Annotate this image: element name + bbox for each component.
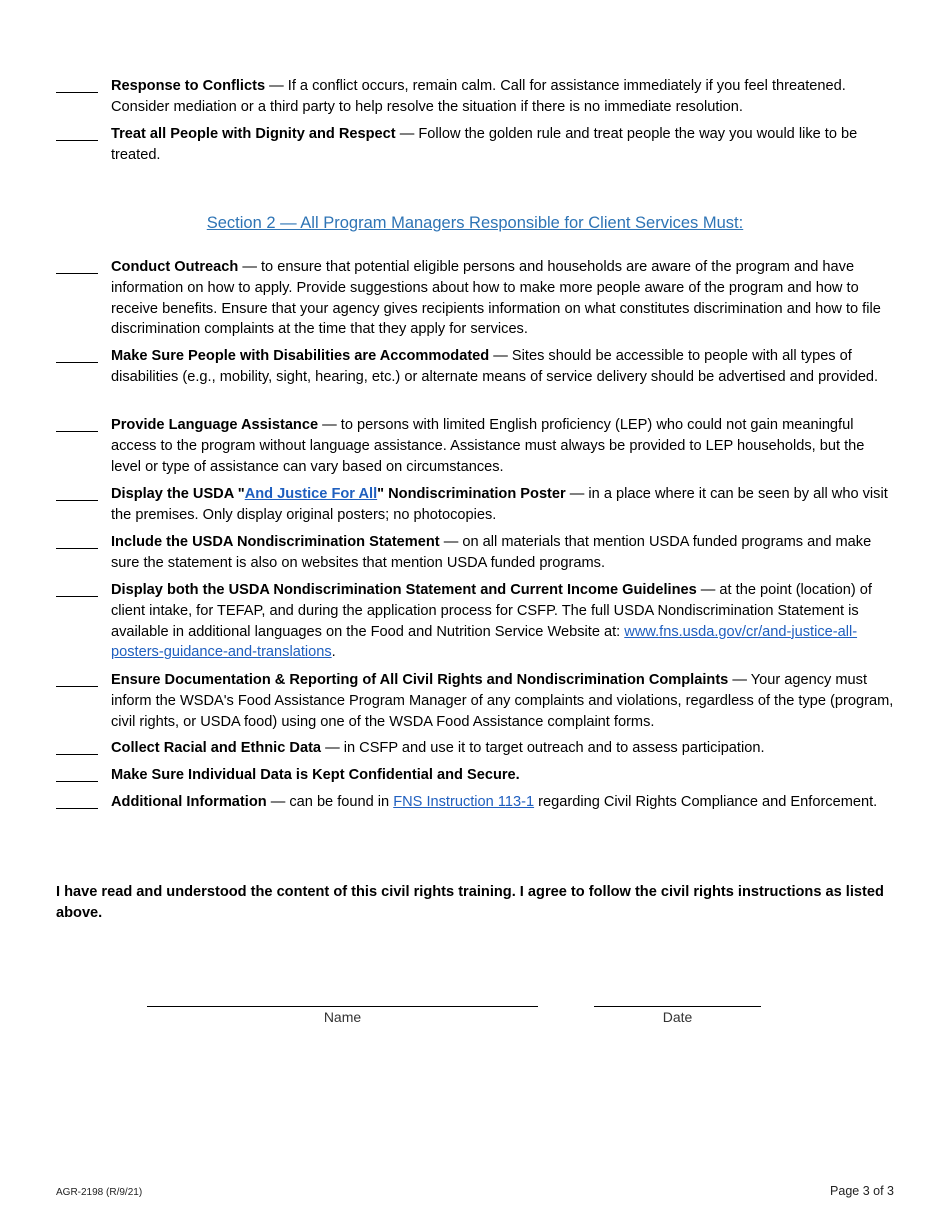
- fns-instruction-link[interactable]: FNS Instruction 113-1: [393, 794, 535, 810]
- item-body: Sites should be accessible to people with all types of disabilities (e.g., mobility, sight, hearing, etc.) or alternate means of service delivery should be advertised and provided.: [111, 348, 879, 385]
- item-title: Response to Conflicts: [111, 78, 266, 94]
- item-display-poster: Display the USDA "And Justice For All" Nondiscrimination Poster — in a place where it can be seen by all who visit the premises. Only display original posters; no photocopies.: [111, 486, 888, 523]
- item-disabilities-accommodated: Make Sure People with Disabilities are Accommodated — Sites should be accessible to people with all types of disabilities (e.g., mobility, sight, hearing, etc.) or alternate means of service delivery should be advertised and provided.: [111, 348, 879, 385]
- page-number: Page 3 of 3: [830, 1184, 894, 1198]
- date-signature-line[interactable]: [594, 1006, 761, 1007]
- name-label: Name: [323, 1009, 362, 1025]
- item-body: to ensure that potential eligible persons and households are aware of the program and have information on how to apply. Provide suggestions about how to make more people aware of the program and how to receive benefits. Ensure that your agency gives recipients information on what constitutes discrimination and how to file discrimination complaints at the time that they apply for services.: [111, 259, 881, 338]
- item-response-to-conflicts: Response to Conflicts — If a conflict occurs, remain calm. Call for assistance immediately if you feel threatened. Consider mediation or a third party to help resolve the situation if there is no immediate resolution.: [111, 78, 846, 115]
- item-title: Ensure Documentation & Reporting of All Civil Rights and Nondiscrimination Complaints: [111, 672, 729, 688]
- item-body: at the point (location) of client intake, for TEFAP, and during the application process for CSFP. The full USDA Nondiscrimination Statement is available in additional languages on the Food and Nutrition Service Website at:: [111, 582, 872, 640]
- and-justice-for-all-link[interactable]: And Justice For All: [244, 486, 378, 502]
- item-racial-ethnic-data: Collect Racial and Ethnic Data — in CSFP and use it to target outreach and to assess participation.: [111, 740, 765, 756]
- name-signature-line[interactable]: [147, 1006, 538, 1007]
- item-title: Conduct Outreach: [111, 259, 239, 275]
- item-body: to persons with limited English proficiency (LEP) who could not gain meaningful access to the program without language assistance. Assistance must always be provided to LEP households, but the level or type of assistance can vary based on circumstances.: [111, 417, 865, 475]
- item-body: can be found in: [289, 794, 394, 810]
- item-body: in CSFP and use it to target outreach and to assess participation.: [343, 740, 765, 756]
- item-body: on all materials that mention USDA funded programs and make sure the statement is also on websites that mention USDA funded programs.: [111, 534, 872, 571]
- item-title: Include the USDA Nondiscrimination Statement: [111, 534, 440, 550]
- item-title: Provide Language Assistance: [111, 417, 319, 433]
- item-title: Make Sure Individual Data is Kept Confidential and Secure.: [111, 767, 520, 783]
- item-language-assistance: Provide Language Assistance — to persons with limited English proficiency (LEP) who could not gain meaningful access to the program without language assistance. Assistance must always be provided to LEP households, but the level or type of assistance can vary based on circumstances.: [111, 417, 865, 475]
- item-title: Make Sure People with Disabilities are Accommodated: [111, 348, 490, 364]
- item-title: Additional Information: [111, 794, 267, 810]
- item-body: in a place where it can be seen by all who visit the premises. Only display original posters; no photocopies.: [111, 486, 888, 523]
- item-additional-information: Additional Information — can be found in FNS Instruction 113-1 regarding Civil Rights Compliance and Enforcement.: [111, 794, 878, 810]
- item-data-confidential: [56, 765, 896, 786]
- item-conduct-outreach: Conduct Outreach — to ensure that potential eligible persons and households are aware of the program and have information on how to apply. Provide suggestions about how to make more people aware of the program and how to receive benefits. Ensure that your agency gives recipients information on what constitutes discrimination and how to file discrimination complaints at the time that they apply for services.: [111, 259, 881, 338]
- section-2-heading: Section 2 — All Program Managers Responsible for Client Services Must:: [206, 214, 744, 232]
- item-documentation-reporting: Ensure Documentation & Reporting of All Civil Rights and Nondiscrimination Complaints — Your agency must inform the WSDA's Food Assistance Program Manager of any complaints and violations, regardless of the type (program, civil rights, or USDA food) using one of the WSDA Food Assistance complaint forms.: [111, 672, 894, 730]
- item-title: Collect Racial and Ethnic Data: [111, 740, 322, 756]
- item-title: Display the USDA "And Justice For All" Nondiscrimination Poster: [111, 486, 566, 502]
- item-dignity-respect: Treat all People with Dignity and Respect — Follow the golden rule and treat people the way you would like to be treated.: [111, 126, 858, 163]
- item-title: Display both the USDA Nondiscrimination Statement and Current Income Guidelines: [111, 582, 697, 598]
- item-body: Your agency must inform the WSDA's Food Assistance Program Manager of any complaints and violations, regardless of the type (program, civil rights, or USDA food) using one of the WSDA Food Assistance complaint forms.: [111, 672, 894, 730]
- item-title: Treat all People with Dignity and Respect: [111, 126, 396, 142]
- item-nondiscrimination-statement: Include the USDA Nondiscrimination Statement — on all materials that mention USDA funded programs and make sure the statement is also on websites that mention USDA funded programs.: [111, 534, 872, 571]
- date-label: Date: [662, 1009, 693, 1025]
- item-body: Follow the golden rule and treat people the way you would like to be treated.: [111, 126, 858, 163]
- form-id: AGR-2198 (R/9/21): [56, 1187, 143, 1198]
- agreement-statement: I have read and understood the content of this civil rights training. I agree to follow the civil rights instructions as listed above.: [56, 884, 884, 921]
- fns-translations-link[interactable]: www.fns.usda.gov/cr/and-justice-all-posters-guidance-and-translations: [111, 623, 858, 661]
- item-income-guidelines: Display both the USDA Nondiscrimination Statement and Current Income Guidelines — at the point (location) of client intake, for TEFAP, and during the application process for CSFP. The full USDA Nondiscrimination Statement is available in additional languages on the Food and Nutrition Service Website at: www.fns.usda.gov/cr/and-justice-all-posters-guidance-and-translations.: [111, 582, 872, 661]
- item-body: If a conflict occurs, remain calm. Call for assistance immediately if you feel threatened. Consider mediation or a third party to help resolve the situation if there is no immediate resolution.: [111, 78, 846, 115]
